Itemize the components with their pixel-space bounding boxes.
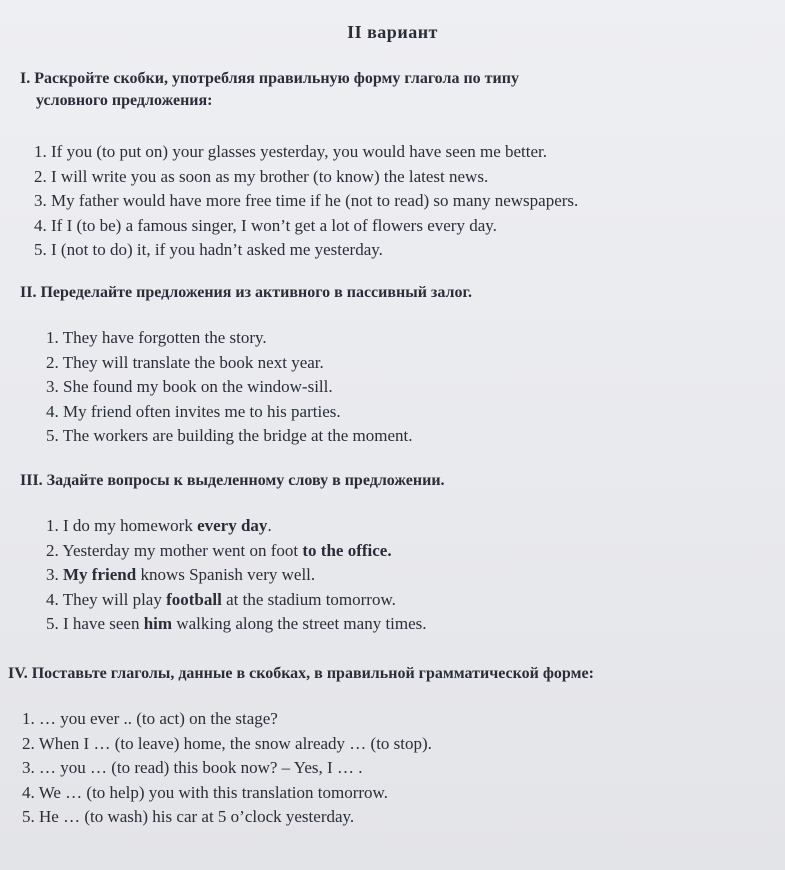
- list-item: 2. I will write you as soon as my brother (to know) the latest news.: [34, 166, 489, 186]
- highlighted-word: every day: [197, 516, 268, 535]
- list-item: 4. They will play football at the stadium tomorrow.: [46, 589, 396, 609]
- section-1-heading: [20, 68, 765, 112]
- section-4-heading: IV. Поставьте глаголы, данные в скобках, в правильной грамматической форме:: [8, 665, 594, 682]
- list-item: 4. If I (to be) a famous singer, I won’t get a lot of flowers every day.: [34, 215, 497, 235]
- highlighted-word: him: [143, 614, 173, 633]
- list-item: 2. They will translate the book next year.: [46, 352, 324, 372]
- list-item: 3. My friend knows Spanish very well.: [46, 565, 316, 584]
- list-item: 5. He … (to wash) his car at 5 o’clock yesterday.: [22, 807, 355, 826]
- section-2-heading: II. Переделайте предложения из активного в пассивный залог.: [20, 284, 472, 301]
- highlighted-word: to the office.: [302, 540, 392, 560]
- list-item: 2. When I … (to leave) home, the snow already … (to stop).: [22, 733, 432, 753]
- list-item: 4. We … (to help) you with this translation tomorrow.: [22, 782, 388, 802]
- list-item: 4. My friend often invites me to his parties.: [46, 401, 341, 421]
- highlighted-word: football: [166, 589, 222, 609]
- list-item: 5. The workers are building the bridge at the moment.: [46, 426, 413, 445]
- section-1-heading-line1: I. Раскройте скобки, употребляя правильную форму глагола по типу: [20, 70, 519, 87]
- section-4-list: [22, 707, 432, 830]
- highlighted-word: My friend: [63, 565, 137, 584]
- list-item: 3. She found my book on the window-sill.: [46, 377, 333, 396]
- list-item: 1. They have forgotten the story.: [46, 328, 267, 347]
- list-item: 1. I do my homework every day.: [46, 516, 272, 535]
- list-item: 3. My father would have more free time if he (not to read) so many newspapers.: [34, 191, 579, 210]
- section-1-list: [34, 140, 578, 263]
- list-item: 1. … you ever .. (to act) on the stage?: [22, 709, 278, 728]
- list-item: 3. … you … (to read) this book now? – Yes, I … .: [22, 758, 363, 777]
- section-3-heading: III. Задайте вопросы к выделенному слову в предложении.: [20, 472, 445, 489]
- list-item: 1. If you (to put on) your glasses yesterday, you would have seen me better.: [34, 142, 548, 161]
- section-3-list: [46, 514, 427, 637]
- page-title: II вариант: [347, 22, 438, 42]
- section-2-list: [46, 326, 413, 449]
- section-1-heading-line2: условного предложения:: [36, 92, 213, 109]
- list-item: 5. I (not to do) it, if you hadn’t asked me yesterday.: [34, 240, 383, 259]
- list-item: 2. Yesterday my mother went on foot to the office.: [46, 540, 392, 560]
- list-item: 5. I have seen him walking along the street many times.: [46, 614, 427, 633]
